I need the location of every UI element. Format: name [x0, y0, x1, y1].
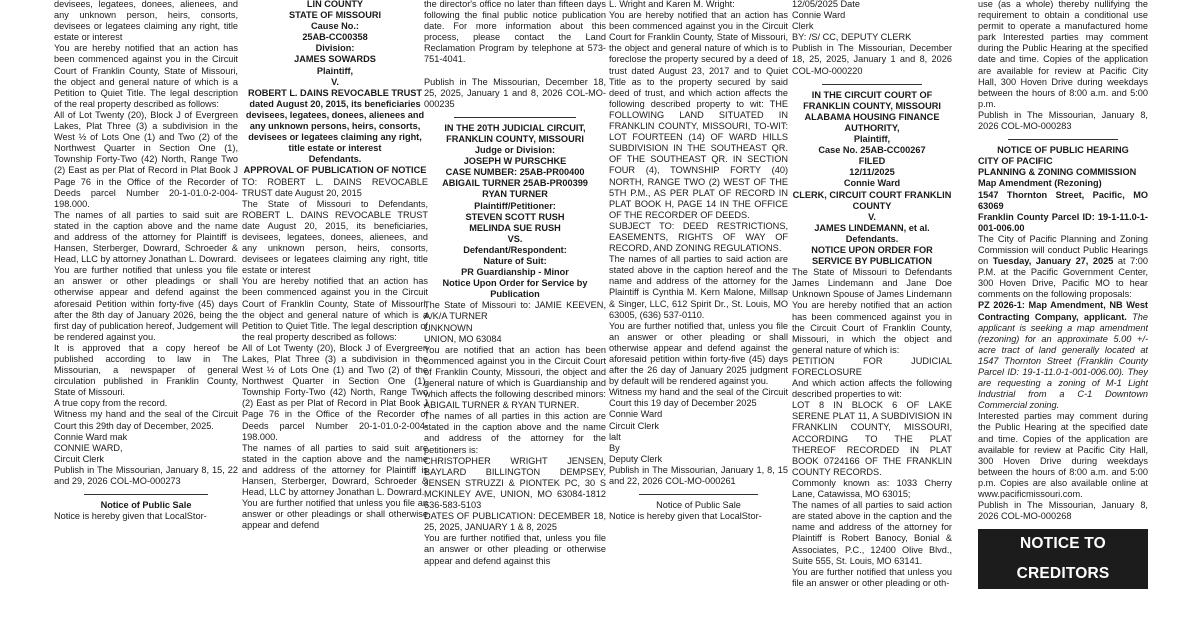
text-paragraph: devisees, legatees, donees, alienees, and any unknown person, heirs, consorts, devisees or legatees claiming any right, title estate or interest	[54, 0, 238, 43]
column-1	[54, 0, 238, 630]
text-paragraph: The names of all parties to said suit are stated in the caption above and the name and address of the attorney for Plaintiff is Hansen, Sterberger, Dowrard, Schroeder & Head, LLC by attorney Jonathan L. Dowrard.	[242, 442, 428, 498]
caption-line: Judge or Division:	[474, 145, 556, 156]
text-paragraph: You are hereby notified that an action has been commenced against you in the Circuit Court of Franklin County, State of Missouri, the object and general nature of which is a Petition to Quiet Title. The legal description of the real property described as follows:	[242, 276, 428, 342]
text-paragraph: the director's office no later than fifteen days following the final public notice publication date. For more information about this process, please contact the Land Reclamation Program by telephone at 573-751-4041.	[424, 0, 606, 65]
column-2	[242, 0, 428, 630]
caption-line: Nature of Suit:	[483, 255, 547, 266]
signature-line: CONNIE WARD,	[54, 442, 123, 453]
divider	[1008, 139, 1118, 140]
text-paragraph: PETITION FOR JUDICIAL FORECLOSURE	[792, 355, 952, 377]
hearing-heading: Map Amendment (Rezoning)	[978, 178, 1102, 189]
notice-title: Notice of Public Sale	[100, 500, 192, 511]
text-paragraph: All of Lot Twenty (20), Block J of Evergreen Lakes, Plat Three (3) a subdivision in the West ½ of Lots One (1) and Two (2) of the Northwest Quarter in Section One (1), Township Forty-Two (42) North, Range Two (2) East as per Plat of Record in Plat Book J Page 76 in the Office of the Recorder of Deeds parcel Number 20-1-01.0-2-004-198.000.	[54, 109, 238, 209]
publication-note: Publish in The Missourian, December 18, 25, 2025, January 1 and 8, 2026 COL-MO-000235	[424, 76, 606, 109]
text-paragraph: Notice is hereby given that LocalStor-	[54, 511, 207, 522]
text-paragraph: LOT 8 IN BLOCK 6 OF LAKE SERENE PLAT 11, A SUBDIVISION IN FRANKLIN COUNTY, MISSOURI, ACCORDING TO THE PLAT THEREOF RECORDED IN PLAT BOOK 0724166 OF THE FRANKLIN COUNTY RECORDS.	[792, 400, 952, 477]
caption-line: Defendants.	[308, 154, 362, 165]
caption-line: PR Guardianship - Minor	[461, 267, 569, 278]
caption-line: Notice Upon Order for Service by Publication	[442, 278, 588, 300]
caption-line: 25AB-CC00358	[302, 32, 368, 43]
text-paragraph: You are notified that an action has been commenced against you in the Circuit Court of Franklin County, Missouri, the object and general nature of which is Guardianship and which affects the following described minors: ABIGAIL TURNER & RYAN TURNER.	[424, 344, 606, 411]
caption-line: ALABAMA HOUSING FINANCE AUTHORITY,	[804, 111, 940, 133]
text-paragraph: You are further notified that, unless you file an answer or other pleading or shall otherwise appear and defend against the aforesaid petition within forty-five (45) days after the 26 day of January 2025 judgment by default will be rendered against you.	[609, 320, 788, 387]
text-paragraph: Witness my hand and the seal of the Circuit Court this 29th day of December, 2025.	[54, 409, 238, 431]
caption-line: Defendant/Respondent:	[463, 244, 567, 255]
signature-line: Circuit Clerk	[54, 453, 105, 464]
caption-line: STATE OF MISSOURI	[288, 10, 382, 21]
caption-line: 12/11/2025	[849, 167, 895, 178]
caption-line: V.	[868, 211, 876, 222]
caption-line: Plaintiff,	[316, 65, 354, 76]
text-paragraph: TO: ROBERT L. DAINS REVOCABLE TRUST date August 20, 2015	[242, 176, 428, 198]
text-paragraph: You are hereby notified that an action has been commenced against you in the Circuit Court of Franklin County, State of Missouri, the object and general nature of which is a Petition to Quiet Title. The legal description of the real property described as follows:	[54, 43, 238, 109]
text-paragraph: SUBJECT TO: DEED RESTRICTIONS, EASEMENTS, RIGHTS OF WAY OF RECORD, AND ZONING REGULATIONS.	[609, 220, 788, 254]
text-paragraph: You are further notified that unless you file an answer or other pleadings or shall otherwise appear and defend against the aforesaid Petition within forty-five (45) days after the 8th day of January 2026, being the first day of publication hereof, Judgement will be rendered against you.	[54, 265, 238, 342]
hearing-heading: CITY OF PACIFIC	[978, 156, 1053, 167]
text-paragraph: The State of Missouri to Defendants, ROBERT L. DAINS REVOCABLE TRUST date August 20, 2015, its beneficiaries, devisees, legatees, donees, alienees, and any unknown person, heirs, consorts, devisees or legatees claiming any right, title estate or interest	[242, 198, 428, 276]
publication-note: Publish in The Missourian, January 8, 2026 COL-MO-000283	[978, 109, 1148, 132]
address-line: UNKNOWN	[424, 322, 473, 333]
caption-line: Plaintiff,	[853, 134, 891, 145]
text-paragraph: It is approved that a copy hereof be published according to law in The Missourian, a newspaper of general circulation published in Franklin County, State of Missouri.	[54, 342, 238, 398]
caption-line: RYAN TURNER	[482, 189, 548, 200]
caption-line: CLERK, CIRCUIT COURT FRANKLIN COUNTY	[792, 189, 952, 211]
hearing-heading: Franklin County Parcel ID: 19-1-11.0-1-001-006.00	[978, 211, 1148, 233]
caption-line: CASE NUMBER: 25AB-PR00400	[445, 167, 585, 178]
caption-line: JAMES LINDEMANN, et al.	[814, 222, 930, 233]
text-paragraph: Interested parties may comment during the Public Hearing at the specified date and time. Copies of the application are available for review at Pacific City Hall, 300 Hoven Drive during weekdays between the hours of 8:00 a.m. and 5:00 p.m. Copies are also available online at www.pacificmissouri.com.	[978, 411, 1148, 500]
signature-line: BY: /S/ CC, DEPUTY CLERK	[792, 32, 912, 43]
text-paragraph: The State of Missouri to Defendants James Lindemann and Jane Doe Unknown Spouse of James Lindemann	[792, 267, 952, 300]
text-paragraph: And which action affects the following described properties to wit:	[792, 378, 952, 400]
text-run: The City of Pacific Planning and Zoning Commission will conduct Public Hearings on	[978, 233, 1148, 267]
column-5	[792, 0, 952, 630]
publication-note: Publish in The Missourian, January 8, 15, 22 and 29, 2026 COL-MO-000273	[54, 464, 238, 487]
text-paragraph: The names of all parties to said suit are stated in the caption above and the name and address of the attorney for Plaintiff is Hansen, Sterberger, Dowrard, Schroeder & Head, LLC by attorney Jonathan L. Dowrard.	[54, 209, 238, 265]
caption-line: Defendants.	[845, 233, 899, 244]
text-paragraph: You are hereby notified that an action has been commenced against you in the Circuit Court for Franklin County, State of Missouri, the object and general nature of which is to foreclose the property secured by a deed of trust dated August 23, 2017 and to Quiet Title as to the property secured by said deed of trust, and which action affects the following described property to wit: THE FOLLOWING LAND SITUATED IN FRANKLIN COUNTY, MISSOURI, TO-WIT: LOT FOURTEEN (14) OF WARD HILLS SUBDIVISION IN THE SOUTHEAST QR. OF THE SOUTHEAST QR. IN SECTION FOUR (4), TOWNSHIP FORTY (40) NORTH, RANGE TWO (2) WEST OF THE 5TH P.M., AS PER PLAT OF RECORD IN PLAT BOOK H, PAGE 14 IN THE OFFICE OF THE RECORDER OF DEEDS.	[609, 10, 788, 220]
proposal-description: The applicant is seeking a map amendment (rezoning) for an approximate 5.00 +/- acre tract of land generally located at 1547 Thornton Street (Franklin County Parcel ID: 19-1-11.0-1-001-006.00). They are requesting a zoning of M-1 Light Industrial from a C-1 Downtown Commercial zoning.	[978, 311, 1148, 411]
notice-title: Notice of Public Sale	[656, 500, 741, 511]
signature-line: Connie Ward mak	[54, 431, 128, 442]
caption-line: Connie Ward	[843, 178, 901, 189]
caption-line: ABIGAIL TURNER 25AB-PR00399	[442, 178, 588, 189]
text-paragraph	[978, 234, 1148, 301]
caption-line: ROBERT L. DAINS REVOCABLE TRUST dated August 20, 2015, its beneficiaries devisees, legatees, donees, alienees and any unknown persons, heirs, consorts, devisees or legatees claiming any right, title estate or interest	[245, 87, 425, 154]
text-paragraph: All of Lot Twenty (20), Block J of Evergreen Lakes, Plat Three (3) a subdivision in the West ½ of Lots One (1) and Two (2) of the Northwest Quarter in Section One (1), Township Forty-Two (42) North, Range Two (2) East as per Plat of Record in Plat Book J Page 76 in the Office of the Recorder of Deeds parcel Number 20-1-01.0-2-004-198.000.	[242, 342, 428, 442]
caption-line: Division:	[315, 43, 355, 54]
text-paragraph: You are hereby notified that an action has been commenced against you in the Circuit Court of Franklin County, Missouri, in which the object and general nature of which is:	[792, 300, 952, 355]
divider	[454, 117, 576, 118]
text-paragraph: use (as a whole) thereby nullifying the requirement to obtain a conditional use permit to operate a manufactured home park Interested parties may comment during the Public Hearing at the specified date and time. Copies of the application are available for review at Pacific City Hall, 300 Hoven Drive during weekdays between the hours of 8:00 a.m. and 5:00 p.m.	[978, 0, 1148, 109]
text-paragraph: The names of all parties to said action are stated above in the caption and the name and address of the attorney for Plaintiff is Robert Banocy, Bonial & Associates, P.C., 12400 Olive Blvd., Suite 555, St. Louis, MO 63141.	[792, 500, 952, 566]
text-paragraph: A true copy from the record.	[54, 398, 168, 409]
signature-line: Circuit Clerk	[609, 420, 660, 431]
text-paragraph: L. Wright and Karen M. Wright:	[609, 0, 735, 9]
text-paragraph: Witness my hand and the seal of the Circuit Court this 19 day of December 2025	[609, 387, 788, 409]
publication-note: Publish in The Missourian, January 8, 2026 COL-MO-000268	[978, 500, 1148, 522]
signature-line: lalt	[609, 431, 621, 442]
text-paragraph: The State of Missouri to: JAMIE KEEVEN, A/K/A TURNER	[424, 300, 606, 322]
publication-note: Publish in The Missourian, January 1, 8, 15 and 22, 2026 COL-MO-000261	[609, 464, 788, 487]
caption-line: Case No. 25AB-CC00267	[818, 145, 926, 156]
caption-line: FILED	[858, 156, 886, 167]
text-paragraph: Notice is hereby given that LocalStor-	[609, 511, 762, 522]
hearing-date: Tuesday, January 27, 2025	[992, 256, 1114, 267]
publication-note: Publish in The Missourian, December 18, 25, 2025, January 1 and 8, 2026 COL-MO-000220	[792, 43, 952, 76]
caption-line: IN THE CIRCUIT COURT OF FRANKLIN COUNTY, MISSOURI	[803, 89, 941, 111]
signature-line: Clerk	[792, 21, 814, 32]
caption-line: MELINDA SUE RUSH	[469, 222, 561, 233]
caption-line: NOTICE UPON ORDER FOR SERVICE BY PUBLICATION	[811, 244, 933, 267]
divider	[822, 84, 922, 85]
caption-line: APPROVAL OF PUBLICATION OF NOTICE	[243, 165, 427, 176]
signature-line: Connie Ward	[792, 10, 846, 21]
signature-line: Deputy Clerk	[609, 453, 663, 464]
address-line: UNION, MO 63084	[424, 333, 502, 344]
text-paragraph: You are further notified that unless you file an answer or other pleadings or shall otherwise appear and defend	[242, 498, 428, 531]
signature-line: Connie Ward	[609, 409, 663, 420]
hearing-heading: NOTICE OF PUBLIC HEARING	[997, 145, 1129, 156]
signature-line: 12/05/2025 Date	[792, 0, 860, 9]
caption-line: JOSEPH W PURSCHKE	[463, 156, 567, 167]
text-paragraph	[978, 300, 1148, 411]
text-paragraph: You are further notified that, unless you file an answer or other pleading or otherwise appear and defend against this	[424, 533, 606, 566]
divider	[84, 494, 208, 495]
caption-line: STEVEN SCOTT RUSH	[465, 211, 565, 222]
hearing-heading: PLANNING & ZONING COMMISSION	[978, 167, 1137, 178]
caption-line: Cause No.:	[311, 21, 359, 32]
divider	[639, 494, 758, 495]
caption-line: LIN COUNTY	[306, 0, 364, 9]
text-paragraph: The names of all parties to said action are stated above in the caption hereof and the name and address of the attorney for the Plaintiff is Cynthia M. Kern Malone, Millsap & Singer, LLC, 612 Spirit Dr., St. Louis, MO 63005, (636) 537-0110.	[609, 254, 788, 320]
caption-line: V.	[331, 76, 339, 87]
notice-to-creditors-banner: NOTICE TO CREDITORS	[978, 529, 1148, 589]
caption-line: IN THE 20TH JUDICIAL CIRCUIT, FRANKLIN COUNTY, MISSOURI	[444, 122, 586, 144]
proposal-title: PZ 2026-1: Map Amendment, NB West Contracting Company, applicant.	[978, 300, 1148, 322]
signature-line: By	[609, 442, 620, 453]
caption-line: JAMES SOWARDS	[294, 54, 376, 65]
text-paragraph: DATES OF PUBLICATION: DECEMBER 18, 25, 2025, JANUARY 1 & 8, 2025	[424, 511, 606, 533]
text-paragraph: The names of all parties in this action are stated in the caption above and the name and address of the attorney for the petitioners is:	[424, 411, 606, 455]
column-4	[609, 0, 788, 630]
column-3	[424, 0, 606, 630]
text-paragraph: CHRISTOPHER WRIGHT JENSEN, BAYLARD BILLINGTON DEMPSEY, JENSEN STRUZZI & PIONTEK PC, 30 S MCKINLEY AVE, UNION, MO 63084-1812 636-583-5103	[424, 455, 606, 511]
caption-line: VS.	[507, 233, 523, 244]
text-paragraph: You are further notified that unless you file an answer or other pleading or oth-	[792, 566, 952, 588]
text-run: at 7:00 P.M. at the Pacific Government Center, 300 Hoven Drive, Pacific MO to hear comments on the following proposals:	[978, 256, 1148, 300]
hearing-heading: 1547 Thornton Street, Pacific, MO 63069	[978, 189, 1148, 211]
text-paragraph: Commonly known as: 1033 Cherry Lane, Catawissa, MO 63015;	[792, 477, 952, 500]
column-6	[978, 0, 1148, 630]
caption-line: Plaintiff/Petitioner:	[474, 200, 556, 211]
